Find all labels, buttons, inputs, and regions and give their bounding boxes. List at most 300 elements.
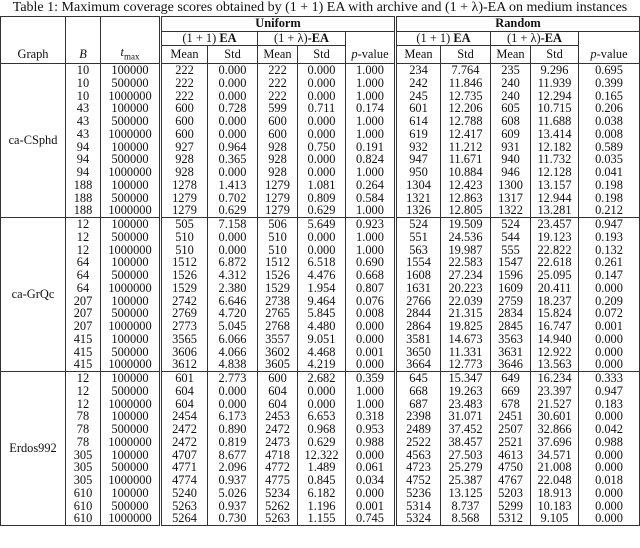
graph-name: ca-GrQc — [1, 218, 66, 372]
table-row — [1, 372, 640, 385]
table-cell: 600 — [258, 372, 298, 385]
table-cell: 16.747 — [531, 320, 579, 333]
table-cell: 222 — [258, 90, 298, 103]
table-cell: 1000000 — [101, 204, 161, 217]
table-cell: 5263 — [258, 512, 298, 525]
table-cell: 608 — [491, 115, 531, 128]
tmax-header: $t_{max}$ — [101, 46, 161, 64]
table-cell: 4.066 — [208, 346, 258, 359]
table-cell: 0.000 — [579, 461, 640, 474]
table-cell: 500000 — [101, 269, 161, 282]
table-cell: 12 — [66, 231, 101, 244]
mean-header: Mean — [258, 46, 298, 64]
table-cell: 0.937 — [208, 474, 258, 487]
table-cell: 9.051 — [298, 333, 346, 346]
mean-header: Mean — [396, 46, 441, 64]
table-cell: 2507 — [491, 423, 531, 436]
table-cell: 600 — [161, 128, 208, 141]
table-cell: 1.155 — [298, 512, 346, 525]
table-cell: 4774 — [161, 474, 208, 487]
table-cell: 2773 — [161, 320, 208, 333]
table-cell: 2472 — [161, 436, 208, 449]
table-cell: 12.206 — [441, 102, 491, 115]
table-cell: 604 — [258, 385, 298, 398]
table-row — [1, 231, 640, 244]
table-cell: 10.884 — [441, 166, 491, 179]
table-cell: 13.414 — [531, 128, 579, 141]
table-cell: 601 — [396, 102, 441, 115]
table-cell: 12.773 — [441, 358, 491, 371]
table-cell: 2742 — [161, 295, 208, 308]
table-cell: 27.234 — [441, 269, 491, 282]
table-cell: 100000 — [101, 449, 161, 462]
table-cell: 2738 — [258, 295, 298, 308]
table-cell: 1000000 — [101, 398, 161, 411]
table-cell: 12.182 — [531, 141, 579, 154]
table-cell: 0.819 — [208, 436, 258, 449]
table-cell: 100000 — [101, 64, 161, 77]
table-cell: 100000 — [101, 141, 161, 154]
table-cell: 2473 — [258, 436, 298, 449]
table-cell: 100000 — [101, 410, 161, 423]
table-cell: 0.147 — [579, 269, 640, 282]
table-cell: 23.457 — [531, 218, 579, 231]
table-cell: 8.677 — [208, 449, 258, 462]
table-cell: 78 — [66, 410, 101, 423]
table-cell: 305 — [66, 449, 101, 462]
table-cell: 1609 — [491, 282, 531, 295]
table-cell: 4.312 — [208, 269, 258, 282]
table-cell: 0.000 — [346, 487, 396, 500]
table-cell: 4723 — [396, 461, 441, 474]
table-cell: 2521 — [491, 436, 531, 449]
pvalue-header: p-value — [346, 46, 396, 64]
table-cell: 305 — [66, 474, 101, 487]
table-cell: 9.105 — [531, 512, 579, 525]
table-cell: 10.715 — [531, 102, 579, 115]
table-cell: 12.294 — [531, 90, 579, 103]
table-cell: 0.000 — [346, 333, 396, 346]
table-cell: 14.673 — [441, 333, 491, 346]
table-cell: 3557 — [258, 333, 298, 346]
table-cell: 510 — [258, 231, 298, 244]
table-cell: 610 — [66, 487, 101, 500]
table-cell: 0.937 — [208, 500, 258, 513]
table-cell: 551 — [396, 231, 441, 244]
table-cell: 950 — [396, 166, 441, 179]
table-cell: 11.732 — [531, 153, 579, 166]
table-cell: 12.863 — [441, 192, 491, 205]
table-cell: 604 — [161, 385, 208, 398]
table-cell: 1322 — [491, 204, 531, 217]
table-row — [1, 385, 640, 398]
table-cell: 1554 — [396, 256, 441, 269]
table-cell: 614 — [396, 115, 441, 128]
table-cell: 1.000 — [346, 166, 396, 179]
table-cell: 2453 — [258, 410, 298, 423]
table-cell: 0.702 — [208, 192, 258, 205]
table-cell: 0.034 — [346, 474, 396, 487]
table-cell: 1000000 — [101, 512, 161, 525]
table-cell: 2864 — [396, 320, 441, 333]
table-cell: 500000 — [101, 231, 161, 244]
table-cell: 30.601 — [531, 410, 579, 423]
table-cell: 18.237 — [531, 295, 579, 308]
table-cell: 1000000 — [101, 90, 161, 103]
table-cell: 43 — [66, 128, 101, 141]
table-cell: 0.690 — [346, 256, 396, 269]
table-cell: 0.261 — [579, 256, 640, 269]
table-cell: 927 — [161, 141, 208, 154]
table-cell: 2.380 — [208, 282, 258, 295]
table-cell: 1000000 — [101, 358, 161, 371]
table-cell: 500000 — [101, 500, 161, 513]
table-cell: 222 — [258, 77, 298, 90]
table-cell: 4752 — [396, 474, 441, 487]
table-row — [1, 320, 640, 333]
table-row — [1, 487, 640, 500]
table-cell: 5.649 — [298, 218, 346, 231]
table-cell: 1512 — [161, 256, 208, 269]
table-cell: 2845 — [491, 320, 531, 333]
table-cell: 500000 — [101, 346, 161, 359]
table-cell: 4613 — [491, 449, 531, 462]
table-cell: 668 — [396, 385, 441, 398]
table-cell: 687 — [396, 398, 441, 411]
table-cell: 21.315 — [441, 307, 491, 320]
table-cell: 415 — [66, 333, 101, 346]
table-cell: 1.000 — [346, 385, 396, 398]
table-cell: 43 — [66, 115, 101, 128]
table-cell: 94 — [66, 166, 101, 179]
table-cell: 0.076 — [346, 295, 396, 308]
table-cell: 2451 — [491, 410, 531, 423]
ea11-header: (1 + 1) EA — [161, 31, 258, 46]
table-cell: 0.359 — [346, 372, 396, 385]
table-cell: 25.387 — [441, 474, 491, 487]
table-cell: 928 — [258, 166, 298, 179]
table-cell: 1.489 — [298, 461, 346, 474]
table-cell: 0.000 — [346, 358, 396, 371]
graph-header: Graph — [17, 46, 49, 61]
table-cell: 0.000 — [298, 90, 346, 103]
table-cell: 6.872 — [208, 256, 258, 269]
table-row — [1, 179, 640, 192]
table-cell: 100000 — [101, 372, 161, 385]
budget-header: B — [66, 46, 101, 64]
table-cell: 931 — [491, 141, 531, 154]
table-cell: 11.671 — [441, 153, 491, 166]
table-cell: 2489 — [396, 423, 441, 436]
table-cell: 500000 — [101, 153, 161, 166]
std-header: Std — [531, 46, 579, 64]
table-row — [1, 269, 640, 282]
table-cell: 34.571 — [531, 449, 579, 462]
table-cell: 0.008 — [346, 307, 396, 320]
table-cell: 0.000 — [298, 385, 346, 398]
table-cell: 0.988 — [579, 436, 640, 449]
table-cell: 37.452 — [441, 423, 491, 436]
table-cell: 4718 — [258, 449, 298, 462]
table-cell: 3606 — [161, 346, 208, 359]
table-cell: 0.000 — [208, 244, 258, 257]
table-cell: 1279 — [258, 204, 298, 217]
table-cell: 4771 — [161, 461, 208, 474]
table-cell: 1.000 — [346, 115, 396, 128]
table-cell: 2472 — [258, 423, 298, 436]
table-cell: 38.457 — [441, 436, 491, 449]
table-cell: 0.890 — [208, 423, 258, 436]
table-cell: 242 — [396, 77, 441, 90]
table-row — [1, 115, 640, 128]
table-cell: 5262 — [258, 500, 298, 513]
table-cell: 0.132 — [579, 244, 640, 257]
table-cell: 4.838 — [208, 358, 258, 371]
table-cell: 100000 — [101, 179, 161, 192]
table-cell: 12.944 — [531, 192, 579, 205]
table-cell: 0.035 — [579, 153, 640, 166]
table-cell: 64 — [66, 269, 101, 282]
table-cell: 0.629 — [208, 204, 258, 217]
table-cell: 0.000 — [298, 77, 346, 90]
graph-name: ca-CSphd — [1, 64, 66, 218]
table-cell: 0.000 — [579, 487, 640, 500]
table-cell: 7.158 — [208, 218, 258, 231]
table-cell: 2834 — [491, 307, 531, 320]
table-cell: 1.000 — [346, 398, 396, 411]
table-cell: 500000 — [101, 307, 161, 320]
table-cell: 0.000 — [208, 77, 258, 90]
table-cell: 23.397 — [531, 385, 579, 398]
table-cell: 2398 — [396, 410, 441, 423]
table-cell: 21.527 — [531, 398, 579, 411]
table-row — [1, 423, 640, 436]
table-cell: 6.646 — [208, 295, 258, 308]
table-cell: 1279 — [258, 192, 298, 205]
table-cell: 234 — [396, 64, 441, 77]
table-cell: 222 — [258, 64, 298, 77]
table-cell: 500000 — [101, 115, 161, 128]
table-cell: 2844 — [396, 307, 441, 320]
table-cell: 1000000 — [101, 320, 161, 333]
table-cell: 1.196 — [298, 500, 346, 513]
table-cell: 524 — [491, 218, 531, 231]
table-cell: 0.000 — [298, 398, 346, 411]
table-cell: 0.584 — [346, 192, 396, 205]
table-cell: 5234 — [258, 487, 298, 500]
table-cell: 600 — [161, 115, 208, 128]
table-cell: 19.987 — [441, 244, 491, 257]
table-cell: 0.209 — [579, 295, 640, 308]
table-cell: 100000 — [101, 487, 161, 500]
table-cell: 947 — [396, 153, 441, 166]
table-cell: 0.629 — [298, 204, 346, 217]
table-cell: 22.618 — [531, 256, 579, 269]
table-cell: 0.018 — [579, 474, 640, 487]
table-cell: 100000 — [101, 256, 161, 269]
table-cell: 100000 — [101, 295, 161, 308]
table-cell: 100000 — [101, 102, 161, 115]
table-cell: 500000 — [101, 423, 161, 436]
table-cell: 4767 — [491, 474, 531, 487]
table-cell: 1000000 — [101, 128, 161, 141]
table-cell: 0.000 — [208, 231, 258, 244]
table-cell: 0.041 — [579, 166, 640, 179]
table-cell: 19.509 — [441, 218, 491, 231]
table-cell: 1304 — [396, 179, 441, 192]
table-cell: 5240 — [161, 487, 208, 500]
table-cell: 12 — [66, 398, 101, 411]
table-cell: 2.682 — [298, 372, 346, 385]
table-cell: 3646 — [491, 358, 531, 371]
table-cell: 4772 — [258, 461, 298, 474]
table-cell: 13.125 — [441, 487, 491, 500]
table-cell: 14.940 — [531, 333, 579, 346]
table-cell: 669 — [491, 385, 531, 398]
table-cell: 3605 — [258, 358, 298, 371]
table-row — [1, 218, 640, 231]
table-cell: 0.745 — [346, 512, 396, 525]
table-caption: Table 1: Maximum coverage scores obtained by (1 + 1) EA with archive and (1 + λ)-EA on medium instances — [12, 0, 628, 15]
table-cell: 0.183 — [579, 398, 640, 411]
table-cell: 645 — [396, 372, 441, 385]
table-cell: 0.206 — [579, 102, 640, 115]
table-cell: 0.845 — [298, 474, 346, 487]
table-cell: 11.939 — [531, 77, 579, 90]
ea1l-header: (1 + λ)-EA — [491, 31, 579, 46]
table-cell: 0.711 — [298, 102, 346, 115]
table-cell: 928 — [161, 153, 208, 166]
table-cell: 0.193 — [579, 231, 640, 244]
table-cell: 3581 — [396, 333, 441, 346]
table-cell: 1.000 — [346, 128, 396, 141]
table-cell: 2759 — [491, 295, 531, 308]
table-cell: 12.423 — [441, 179, 491, 192]
table-cell: 940 — [491, 153, 531, 166]
table-cell: 27.503 — [441, 449, 491, 462]
table-cell: 12.788 — [441, 115, 491, 128]
table-cell: 16.234 — [531, 372, 579, 385]
table-cell: 19.825 — [441, 320, 491, 333]
table-cell: 20.223 — [441, 282, 491, 295]
table-cell: 0.001 — [346, 346, 396, 359]
pvalue-header: p-value — [579, 46, 640, 64]
table-cell: 9.464 — [298, 295, 346, 308]
table-cell: 0.008 — [579, 128, 640, 141]
table-row — [1, 282, 640, 295]
table-cell: 0.191 — [346, 141, 396, 154]
table-cell: 1000000 — [101, 474, 161, 487]
table-cell: 1317 — [491, 192, 531, 205]
table-cell: 1000000 — [101, 166, 161, 179]
table-cell: 415 — [66, 346, 101, 359]
table-cell: 207 — [66, 295, 101, 308]
table-cell: 604 — [161, 398, 208, 411]
table-cell: 500000 — [101, 385, 161, 398]
table-cell: 1.413 — [208, 179, 258, 192]
random-header: Random — [396, 17, 640, 32]
table-cell: 928 — [258, 153, 298, 166]
table-cell: 610 — [66, 500, 101, 513]
table-row — [1, 436, 640, 449]
table-cell: 64 — [66, 282, 101, 295]
table-cell: 0.001 — [346, 500, 396, 513]
table-cell: 1278 — [161, 179, 208, 192]
table-row — [1, 64, 640, 77]
table-cell: 1.954 — [298, 282, 346, 295]
table-cell: 1631 — [396, 282, 441, 295]
table-cell: 8.568 — [441, 512, 491, 525]
table-cell: 0.668 — [346, 269, 396, 282]
ea11-header: (1 + 1) EA — [396, 31, 491, 46]
table-cell: 0.072 — [579, 307, 640, 320]
table-cell: 64 — [66, 256, 101, 269]
table-cell: 0.000 — [298, 166, 346, 179]
table-cell: 22.039 — [441, 295, 491, 308]
table-cell: 600 — [258, 128, 298, 141]
table-cell: 928 — [258, 141, 298, 154]
table-cell: 6.518 — [298, 256, 346, 269]
table-cell: 0.000 — [208, 398, 258, 411]
table-cell: 222 — [161, 64, 208, 77]
table-cell: 0.750 — [298, 141, 346, 154]
table-cell: 2454 — [161, 410, 208, 423]
table-cell: 1.000 — [346, 90, 396, 103]
table-cell: 12 — [66, 372, 101, 385]
table-cell: 12.128 — [531, 166, 579, 179]
table-cell: 5324 — [396, 512, 441, 525]
table-cell: 0.000 — [298, 153, 346, 166]
table-cell: 600 — [258, 115, 298, 128]
table-cell: 505 — [161, 218, 208, 231]
table-cell: 678 — [491, 398, 531, 411]
table-cell: 928 — [161, 166, 208, 179]
table-cell: 6.653 — [298, 410, 346, 423]
table-cell: 0.000 — [298, 244, 346, 257]
table-cell: 555 — [491, 244, 531, 257]
table-cell: 544 — [491, 231, 531, 244]
table-cell: 12.735 — [441, 90, 491, 103]
table-cell: 4.468 — [298, 346, 346, 359]
table-cell: 2768 — [258, 320, 298, 333]
table-cell: 24.536 — [441, 231, 491, 244]
table-cell: 1.000 — [346, 231, 396, 244]
table-cell: 1321 — [396, 192, 441, 205]
table-cell: 7.764 — [441, 64, 491, 77]
table-row — [1, 358, 640, 371]
table-cell: 0.365 — [208, 153, 258, 166]
table-cell: 0.000 — [579, 358, 640, 371]
table-cell: 8.737 — [441, 500, 491, 513]
table-cell: 1529 — [161, 282, 208, 295]
table-cell: 0.000 — [208, 90, 258, 103]
table-cell: 18.913 — [531, 487, 579, 500]
table-cell: 0.000 — [208, 128, 258, 141]
table-cell: 0.399 — [579, 77, 640, 90]
table-cell: 1000000 — [101, 282, 161, 295]
table-cell: 10 — [66, 64, 101, 77]
table-cell: 1608 — [396, 269, 441, 282]
table-cell: 0.174 — [346, 102, 396, 115]
table-cell: 78 — [66, 436, 101, 449]
table-cell: 240 — [491, 90, 531, 103]
table-cell: 0.000 — [298, 231, 346, 244]
table-cell: 3612 — [161, 358, 208, 371]
std-header: Std — [298, 46, 346, 64]
table-cell: 0.000 — [208, 115, 258, 128]
table-cell: 1000000 — [101, 244, 161, 257]
table-cell: 4.219 — [298, 358, 346, 371]
